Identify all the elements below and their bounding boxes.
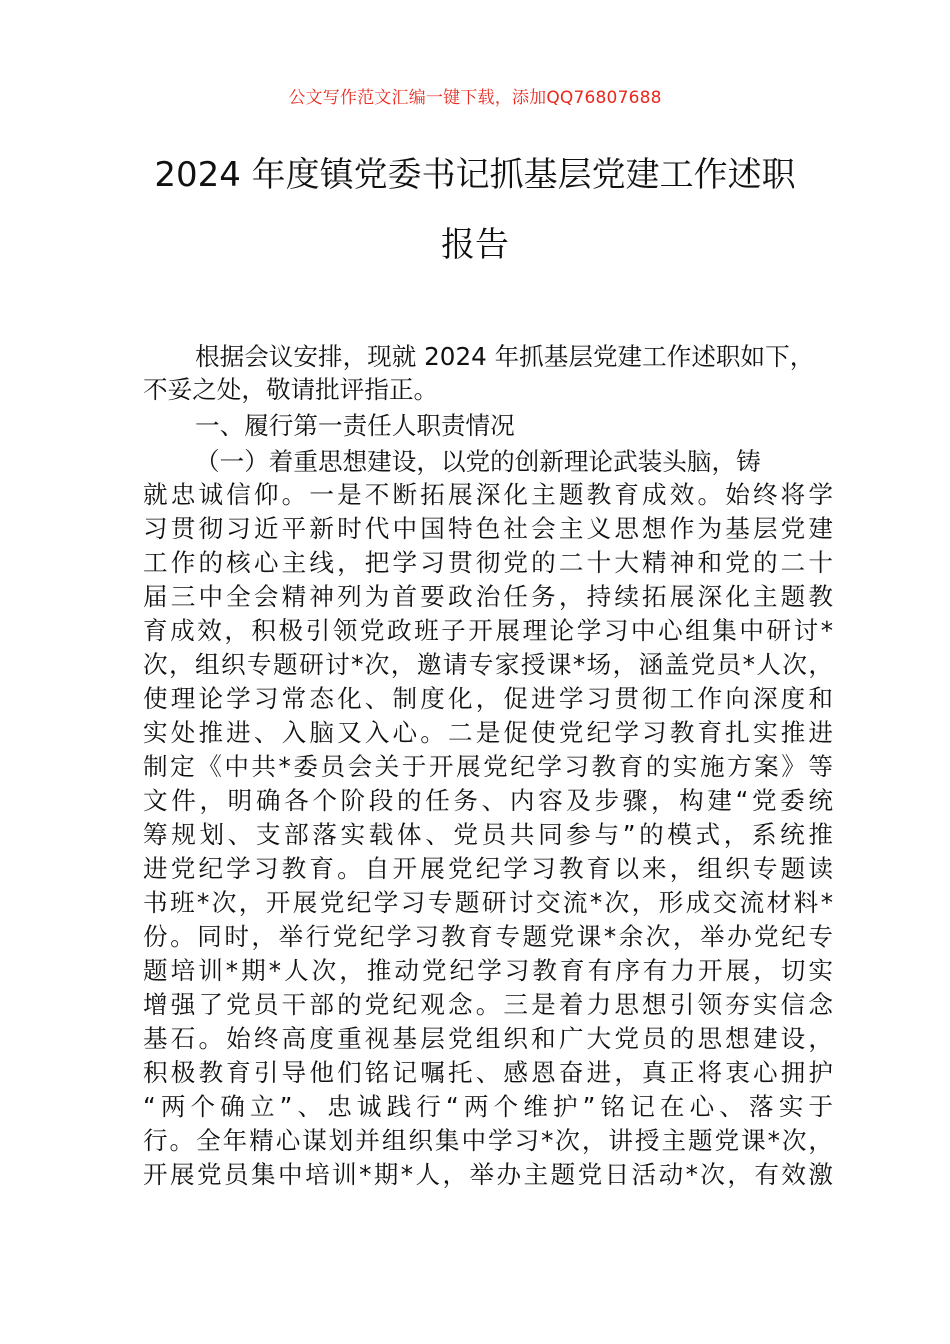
paragraph-line: 育成效，积极引领党政班子开展理论学习中心组集中研讨* — [143, 616, 833, 645]
document-title-line-2: 报告 — [441, 225, 509, 265]
document-title-line-1: 2024 年度镇党委书记抓基层党建工作述职 — [154, 155, 796, 195]
paragraph-line: 文件，明确各个阶段的任务、内容及步骤，构建“党委统 — [143, 786, 833, 815]
paragraph-line: 进党纪学习教育。自开展党纪学习教育以来，组织专题读 — [143, 854, 833, 883]
paragraph-line: 增强了党员干部的党纪观念。三是着力思想引领夯实信念 — [143, 990, 833, 1019]
paragraph-line: 筹规划、支部落实载体、党员共同参与”的模式，系统推 — [143, 820, 833, 849]
paragraph-line: 制定《中共*委员会关于开展党纪学习教育的实施方案》等 — [143, 752, 833, 781]
paragraph-line: “两个确立”、忠诚践行“两个维护”铭记在心、落实于 — [143, 1092, 833, 1121]
paragraph-line: 行。全年精心谋划并组织集中学习*次，讲授主题党课*次， — [143, 1126, 833, 1155]
paragraph-line: 题培训*期*人次，推动党纪学习教育有序有力开展，切实 — [143, 956, 833, 985]
paragraph-line: （一）着重思想建设，以党的创新理论武装头脑，铸 — [195, 447, 761, 476]
paragraph-line: 工作的核心主线，把学习贯彻党的二十大精神和党的二十 — [143, 548, 833, 577]
paragraph-line: 习贯彻习近平新时代中国特色社会主义思想作为基层党建 — [143, 514, 833, 543]
paragraph-line: 根据会议安排，现就 2024 年抓基层党建工作述职如下， — [195, 342, 815, 371]
paragraph-line: 开展党员集中培训*期*人，举办主题党日活动*次，有效激 — [143, 1160, 833, 1189]
paragraph-line: 基石。始终高度重视基层党组织和广大党员的思想建设， — [143, 1024, 833, 1053]
paragraph-line: 届三中全会精神列为首要政治任务，持续拓展深化主题教 — [143, 582, 833, 611]
download-banner: 公文写作范文汇编一键下载，添加QQ76807688 — [288, 88, 662, 108]
paragraph-line: 实处推进、入脑又入心。二是促使党纪学习教育扎实推进 — [143, 718, 833, 747]
paragraph-line: 份。同时，举行党纪学习教育专题党课*余次，举办党纪专 — [143, 922, 833, 951]
paragraph-line: 不妥之处，敬请批评指正。 — [143, 375, 439, 404]
paragraph-line: 书班*次，开展党纪学习专题研讨交流*次，形成交流材料* — [143, 888, 833, 917]
paragraph-line: 使理论学习常态化、制度化，促进学习贯彻工作向深度和 — [143, 684, 833, 713]
paragraph-line: 积极教育引导他们铭记嘱托、感恩奋进，真正将衷心拥护 — [143, 1058, 833, 1087]
section-heading: 一、履行第一责任人职责情况 — [195, 411, 515, 440]
paragraph-line: 就忠诚信仰。一是不断拓展深化主题教育成效。始终将学 — [143, 480, 833, 509]
paragraph-line: 次，组织专题研讨*次，邀请专家授课*场，涵盖党员*人次， — [143, 650, 833, 679]
